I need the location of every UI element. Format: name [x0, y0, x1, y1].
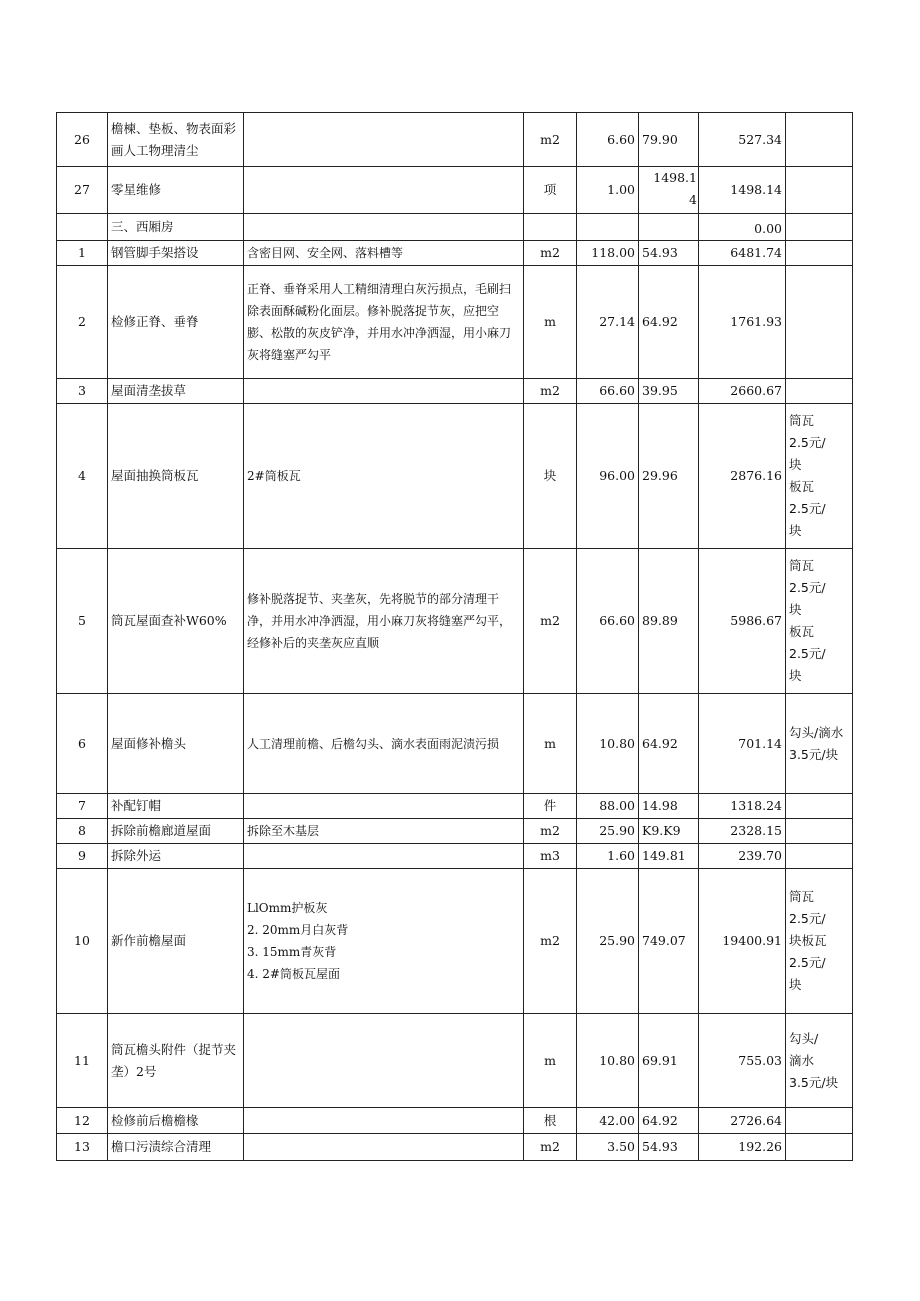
table-row	[57, 379, 853, 404]
item-unit: m2	[524, 819, 577, 844]
item-description: 修补脱落捉节、夹垄灰，先将脱节的部分清理干净，并用水冲净洒湿，用小麻刀灰将缝塞严勾平，经修补后的夹垄灰应直顺	[244, 549, 524, 694]
item-description: 2#筒板瓦	[244, 404, 524, 549]
table-row	[57, 404, 853, 549]
item-total: 2660.67	[699, 379, 786, 404]
item-note: 筒瓦 2.5元/ 块 板瓦 2.5元/ 块	[786, 404, 853, 549]
item-quantity: 66.60	[577, 379, 639, 404]
item-price: K9.K9	[639, 819, 699, 844]
item-note	[786, 819, 853, 844]
row-number: 26	[57, 113, 108, 167]
item-note: 筒瓦 2.5元/ 块板瓦 2.5元/ 块	[786, 869, 853, 1014]
item-unit: m2	[524, 241, 577, 266]
table-row	[57, 1134, 853, 1161]
item-price: 54.93	[639, 1134, 699, 1161]
item-quantity: 42.00	[577, 1108, 639, 1134]
row-number: 8	[57, 819, 108, 844]
item-note	[786, 241, 853, 266]
item-name: 屋面抽换筒板瓦	[108, 404, 244, 549]
item-name: 钢管脚手架搭设	[108, 241, 244, 266]
item-unit: m2	[524, 379, 577, 404]
item-name: 筒瓦檐头附件（捉节夹垄）2号	[108, 1014, 244, 1108]
item-price: 64.92	[639, 694, 699, 794]
row-number: 10	[57, 869, 108, 1014]
item-price: 749.07	[639, 869, 699, 1014]
row-number: 5	[57, 549, 108, 694]
item-unit: m2	[524, 549, 577, 694]
item-unit: 根	[524, 1108, 577, 1134]
item-total: 1318.24	[699, 794, 786, 819]
item-note	[786, 1134, 853, 1161]
item-quantity: 27.14	[577, 266, 639, 379]
item-total: 527.34	[699, 113, 786, 167]
table-row	[57, 241, 853, 266]
item-total: 6481.74	[699, 241, 786, 266]
item-quantity: 10.80	[577, 1014, 639, 1108]
item-unit: m2	[524, 113, 577, 167]
item-description	[244, 1134, 524, 1161]
item-note	[786, 266, 853, 379]
item-note	[786, 1108, 853, 1134]
section-title: 三、西厢房	[108, 214, 244, 241]
row-number: 1	[57, 241, 108, 266]
item-unit: m	[524, 266, 577, 379]
item-price: 54.93	[639, 241, 699, 266]
item-price: 14.98	[639, 794, 699, 819]
row-number: 27	[57, 167, 108, 214]
item-unit: m	[524, 1014, 577, 1108]
item-name: 拆除外运	[108, 844, 244, 869]
item-description	[244, 794, 524, 819]
row-number	[57, 214, 108, 241]
item-quantity: 118.00	[577, 241, 639, 266]
row-number: 12	[57, 1108, 108, 1134]
table-row	[57, 113, 853, 167]
item-note	[786, 113, 853, 167]
item-name: 筒瓦屋面查补W60%	[108, 549, 244, 694]
item-name: 新作前檐屋面	[108, 869, 244, 1014]
item-description: 拆除至木基层	[244, 819, 524, 844]
item-quantity	[577, 214, 639, 241]
item-unit: m3	[524, 844, 577, 869]
item-quantity: 10.80	[577, 694, 639, 794]
row-number: 6	[57, 694, 108, 794]
item-name: 补配钉帽	[108, 794, 244, 819]
item-description	[244, 1108, 524, 1134]
item-quantity: 1.60	[577, 844, 639, 869]
item-price: 149.81	[639, 844, 699, 869]
table-row	[57, 844, 853, 869]
item-name: 檐口污渍综合清理	[108, 1134, 244, 1161]
item-price: 79.90	[639, 113, 699, 167]
item-total: 755.03	[699, 1014, 786, 1108]
row-number: 11	[57, 1014, 108, 1108]
item-total: 2726.64	[699, 1108, 786, 1134]
item-unit: 块	[524, 404, 577, 549]
table-row	[57, 694, 853, 794]
item-note	[786, 794, 853, 819]
item-description: 人工清理前檐、后檐勾头、滴水表面雨泥渍污损	[244, 694, 524, 794]
item-description	[244, 379, 524, 404]
item-description	[244, 113, 524, 167]
row-number: 2	[57, 266, 108, 379]
table-row	[57, 1108, 853, 1134]
item-price: 64.92	[639, 266, 699, 379]
item-description: 含密目网、安全网、落料槽等	[244, 241, 524, 266]
estimate-table	[56, 112, 853, 1161]
table-row	[57, 266, 853, 379]
item-price: 39.95	[639, 379, 699, 404]
item-total: 1498.14	[699, 167, 786, 214]
item-total: 0.00	[699, 214, 786, 241]
item-unit: m2	[524, 1134, 577, 1161]
row-number: 9	[57, 844, 108, 869]
section-row	[57, 214, 853, 241]
item-note: 筒瓦 2.5元/ 块 板瓦 2.5元/ 块	[786, 549, 853, 694]
item-total: 239.70	[699, 844, 786, 869]
item-quantity: 88.00	[577, 794, 639, 819]
item-quantity: 6.60	[577, 113, 639, 167]
table-row	[57, 549, 853, 694]
item-quantity: 25.90	[577, 869, 639, 1014]
item-unit: 件	[524, 794, 577, 819]
item-price: 29.96	[639, 404, 699, 549]
item-unit: m2	[524, 869, 577, 1014]
item-unit: m	[524, 694, 577, 794]
item-total: 2876.16	[699, 404, 786, 549]
row-number: 13	[57, 1134, 108, 1161]
item-quantity: 1.00	[577, 167, 639, 214]
item-total: 19400.91	[699, 869, 786, 1014]
item-quantity: 25.90	[577, 819, 639, 844]
item-total: 192.26	[699, 1134, 786, 1161]
item-total: 5986.67	[699, 549, 786, 694]
item-description	[244, 167, 524, 214]
item-description	[244, 214, 524, 241]
item-name: 零星维修	[108, 167, 244, 214]
table-row	[57, 819, 853, 844]
item-price: 1498.1 4	[639, 167, 699, 214]
item-note: 勾头/滴水 3.5元/块	[786, 694, 853, 794]
item-quantity: 66.60	[577, 549, 639, 694]
item-total: 1761.93	[699, 266, 786, 379]
item-unit	[524, 214, 577, 241]
item-note	[786, 379, 853, 404]
table-row	[57, 167, 853, 214]
item-description	[244, 1014, 524, 1108]
item-price: 69.91	[639, 1014, 699, 1108]
table-row	[57, 794, 853, 819]
item-description: 正脊、垂脊采用人工精细清理白灰污损点，毛刷扫除表面酥碱粉化面层。修补脱落捉节灰，应把空膨、松散的灰皮铲净，并用水冲净洒湿，用小麻刀灰将缝塞严勾平	[244, 266, 524, 379]
item-name: 屋面修补檐头	[108, 694, 244, 794]
item-name: 檐楝、垫板、物表面彩画人工物理清尘	[108, 113, 244, 167]
table-row	[57, 869, 853, 1014]
item-note	[786, 214, 853, 241]
item-note	[786, 844, 853, 869]
row-number: 3	[57, 379, 108, 404]
item-quantity: 96.00	[577, 404, 639, 549]
item-total: 701.14	[699, 694, 786, 794]
item-description	[244, 844, 524, 869]
item-note: 勾头/ 滴水 3.5元/块	[786, 1014, 853, 1108]
item-name: 拆除前檐廊道屋面	[108, 819, 244, 844]
item-name: 检修正脊、垂脊	[108, 266, 244, 379]
item-price: 64.92	[639, 1108, 699, 1134]
item-quantity: 3.50	[577, 1134, 639, 1161]
row-number: 7	[57, 794, 108, 819]
item-price: 89.89	[639, 549, 699, 694]
item-price	[639, 214, 699, 241]
table-row	[57, 1014, 853, 1108]
item-name: 检修前后檐檐椽	[108, 1108, 244, 1134]
item-unit: 项	[524, 167, 577, 214]
item-note	[786, 167, 853, 214]
item-name: 屋面清垄拔草	[108, 379, 244, 404]
row-number: 4	[57, 404, 108, 549]
item-total: 2328.15	[699, 819, 786, 844]
item-description: LlOmm护板灰 2. 20mm月白灰背 3. 15mm青灰背 4. 2#筒板瓦屋面	[244, 869, 524, 1014]
